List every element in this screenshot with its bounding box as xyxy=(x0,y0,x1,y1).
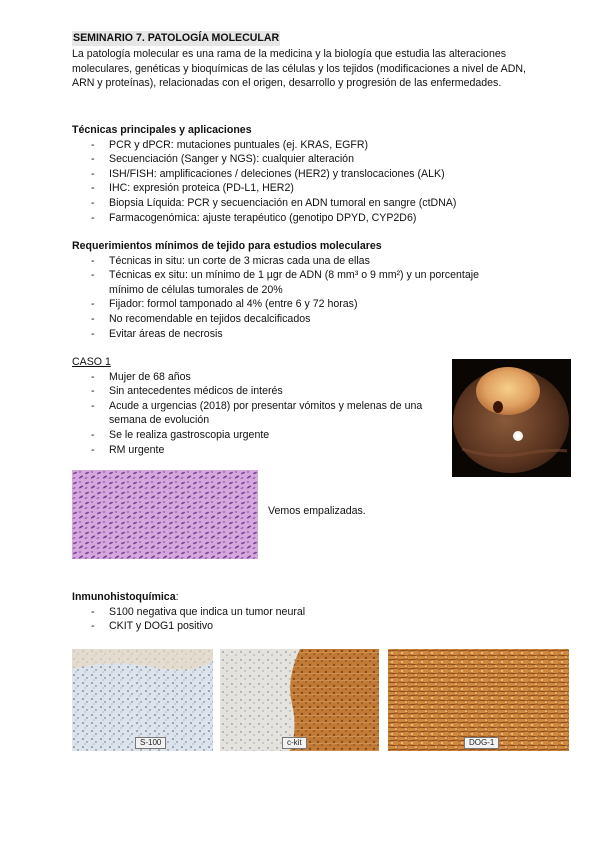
requirements-list xyxy=(72,254,512,342)
ckit-stain-image xyxy=(220,649,379,751)
list-item: - Mujer de 68 años xyxy=(72,370,442,385)
list-item: - RM urgente xyxy=(72,443,442,458)
list-item: - Acude a urgencias (2018) por presentar vómitos y melenas de una semana de evolución xyxy=(72,399,442,428)
dog1-stain-image xyxy=(388,649,569,751)
list-item: - ISH/FISH: amplificaciones / deleciones (HER2) y translocaciones (ALK) xyxy=(72,167,532,182)
ihq-heading-line xyxy=(72,590,472,605)
list-item: - Evitar áreas de necrosis xyxy=(72,327,512,342)
list-item: - Secuenciación (Sanger y NGS): cualquier alteración xyxy=(72,152,532,167)
case-list xyxy=(72,370,442,458)
s100-stain-image xyxy=(72,649,213,751)
list-item: - Fijador: formol tamponado al 4% (entre 6 y 72 horas) xyxy=(72,297,512,312)
section-techniques xyxy=(72,123,532,225)
section-heading: Técnicas principales y aplicaciones xyxy=(72,124,252,136)
page-title: SEMINARIO 7. PATOLOGÍA MOLECULAR xyxy=(73,32,280,44)
section-requirements xyxy=(72,239,512,341)
list-item: - Biopsia Líquida: PCR y secuenciación en ADN tumoral en sangre (ctDNA) xyxy=(72,196,532,211)
ihq-list xyxy=(72,605,472,634)
section-heading: Requerimientos mínimos de tejido para estudios moleculares xyxy=(72,240,382,252)
list-item: - PCR y dPCR: mutaciones puntuales (ej. KRAS, EGFR) xyxy=(72,138,532,153)
list-item: - No recomendable en tejidos decalcificados xyxy=(72,312,512,327)
techniques-list xyxy=(72,138,532,226)
list-item: - S100 negativa que indica un tumor neural xyxy=(72,605,472,620)
list-item: - Técnicas ex situ: un mínimo de 1 µgr de ADN (8 mm³ o 9 mm²) y un porcentaje mínimo de células tumorales de 20% xyxy=(72,268,512,297)
endoscopy-image xyxy=(452,359,571,477)
list-item: - CKIT y DOG1 positivo xyxy=(72,619,472,634)
histology-caption: Vemos empalizadas. xyxy=(268,505,366,517)
section-case xyxy=(72,355,442,457)
list-item: - Se le realiza gastroscopia urgente xyxy=(72,428,442,443)
case-heading: CASO 1 xyxy=(72,356,111,368)
intro-paragraph: La patología molecular es una rama de la medicina y la biología que estudia las alteraciones moleculares, genéticas y bioquímicas de las células y los tejidos (modificaciones a nivel de ADN, ARN y proteínas), relacionadas con el origen, desarrollo y progresión de las enfermedades. xyxy=(72,48,526,90)
ihq-heading-colon: : xyxy=(175,591,179,603)
stain-label: S-100 xyxy=(135,737,166,749)
list-item: - Sin antecedentes médicos de interés xyxy=(72,384,442,399)
list-item: - Técnicas in situ: un corte de 3 micras cada una de ellas xyxy=(72,254,512,269)
stain-label: DOG-1 xyxy=(464,737,499,749)
ihq-heading: Inmunohistoquímica xyxy=(72,591,176,603)
list-item: - IHC: expresión proteica (PD-L1, HER2) xyxy=(72,181,532,196)
stain-label: c-kit xyxy=(282,737,307,749)
section-ihq xyxy=(72,590,472,634)
histology-image xyxy=(72,470,258,559)
list-item: - Farmacogenómica: ajuste terapéutico (genotipo DPYD, CYP2D6) xyxy=(72,211,532,226)
